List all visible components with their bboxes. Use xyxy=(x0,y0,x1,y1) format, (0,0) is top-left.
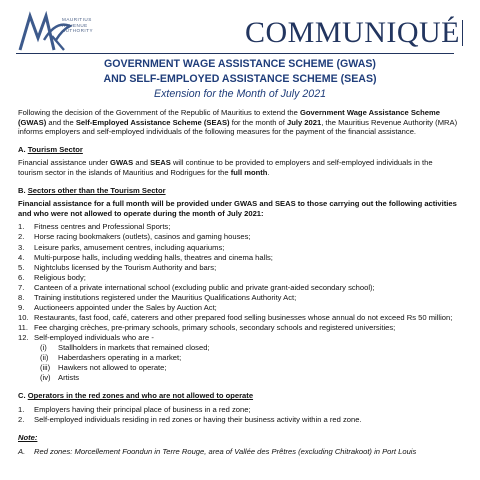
subtitle: Extension for the Month of July 2021 xyxy=(154,88,326,100)
logo-wordmark: MAURITIUS REVENUE AUTHORITY xyxy=(62,17,94,34)
list-item: 10. Restaurants, fast food, café, caterers and other prepared food selling businesses whose annual do not exceed Rs 50 million; xyxy=(18,313,453,323)
section-b-heading: B. Sectors other than the Tourism Sector xyxy=(18,185,166,195)
section-b-list xyxy=(18,222,458,343)
section-a-heading: A. Tourism Sector xyxy=(18,144,83,154)
header-rule xyxy=(16,53,454,54)
list-item: 2. Horse racing bookmakers (outlets), casinos and gaming houses; xyxy=(18,232,251,242)
sub-list-item: (ii) Haberdashers operating in a market; xyxy=(40,353,182,363)
list-item: 5. Nightclubs licensed by the Tourism Authority and bars; xyxy=(18,262,217,272)
document-body xyxy=(18,108,458,456)
list-item: 1. Employers having their principal place of business in a red zone; xyxy=(18,405,251,415)
section-a-paragraph: Financial assistance under GWAS and SEAS will continue to be provided to employers and self-employed individuals in the tourism sector in the islands of Mauritius and Rodrigues for the full month. xyxy=(18,158,433,177)
list-item: 9. Auctioneers appointed under the Sales by Auction Act; xyxy=(18,303,217,313)
list-item: 11. Fee charging crèches, pre-primary schools, primary schools, secondary schools and registered universities; xyxy=(18,323,396,333)
list-item: 3. Leisure parks, amusement centres, including aquariums; xyxy=(18,242,225,252)
list-item: 4. Multi-purpose halls, including wedding halls, theatres and cinema halls; xyxy=(18,252,273,262)
title-line-1: GOVERNMENT WAGE ASSISTANCE SCHEME (GWAS) xyxy=(104,58,376,70)
page-header xyxy=(0,0,480,62)
document-titles xyxy=(0,57,480,102)
list-item: 12. Self-employed individuals who are - xyxy=(18,333,154,343)
section-b-sublist xyxy=(18,343,458,383)
sub-list-item: (iii) Hawkers not allowed to operate; xyxy=(40,363,167,373)
masthead-title: COMMUNIQUÉ xyxy=(245,16,460,49)
list-item: 1. Fitness centres and Professional Sports; xyxy=(18,222,171,232)
section-b-lead: Financial assistance for a full month will be provided under GWAS and SEAS to those carrying out the following activities and who were not allowed to operate during the month of July 2021: xyxy=(18,199,457,218)
section-c-list xyxy=(18,405,458,425)
list-item: 6. Religious body; xyxy=(18,272,86,282)
title-line-2: AND SELF-EMPLOYED ASSISTANCE SCHEME (SEAS) xyxy=(103,73,377,85)
sub-list-item: (iv) Artists xyxy=(40,373,80,383)
list-item: 7. Canteen of a private international school (excluding public and private grant-aided secondary school); xyxy=(18,282,375,292)
masthead-divider xyxy=(462,20,464,46)
list-item: 8. Training institutions registered under the Mauritius Qualifications Authority Act; xyxy=(18,293,297,302)
sub-list-item: (i) Stallholders in markets that remained closed; xyxy=(40,343,210,353)
section-c-heading: C. Operators in the red zones and who are not allowed to operate xyxy=(18,391,254,401)
list-item: 2. Self-employed individuals residing in red zones or having their business activity within a red zone. xyxy=(18,415,362,425)
note-label: Note: xyxy=(18,433,38,443)
note-item: A. Red zones: Morcellement Foondun in Terre Rouge, area of Vallée des Prêtres (excluding Chitrakoot) in Port Louis xyxy=(18,446,417,456)
intro-paragraph: Following the decision of the Government of the Republic of Mauritius to extend the Government Wage Assistance Scheme (GWAS) and the Self-Employed Assistance Scheme (SEAS) for the month of July 2021, the Mauritius Revenue Authority (MRA) informs employers and self-employed individuals of the following measures for the payment of the financial assistance. xyxy=(18,108,458,137)
